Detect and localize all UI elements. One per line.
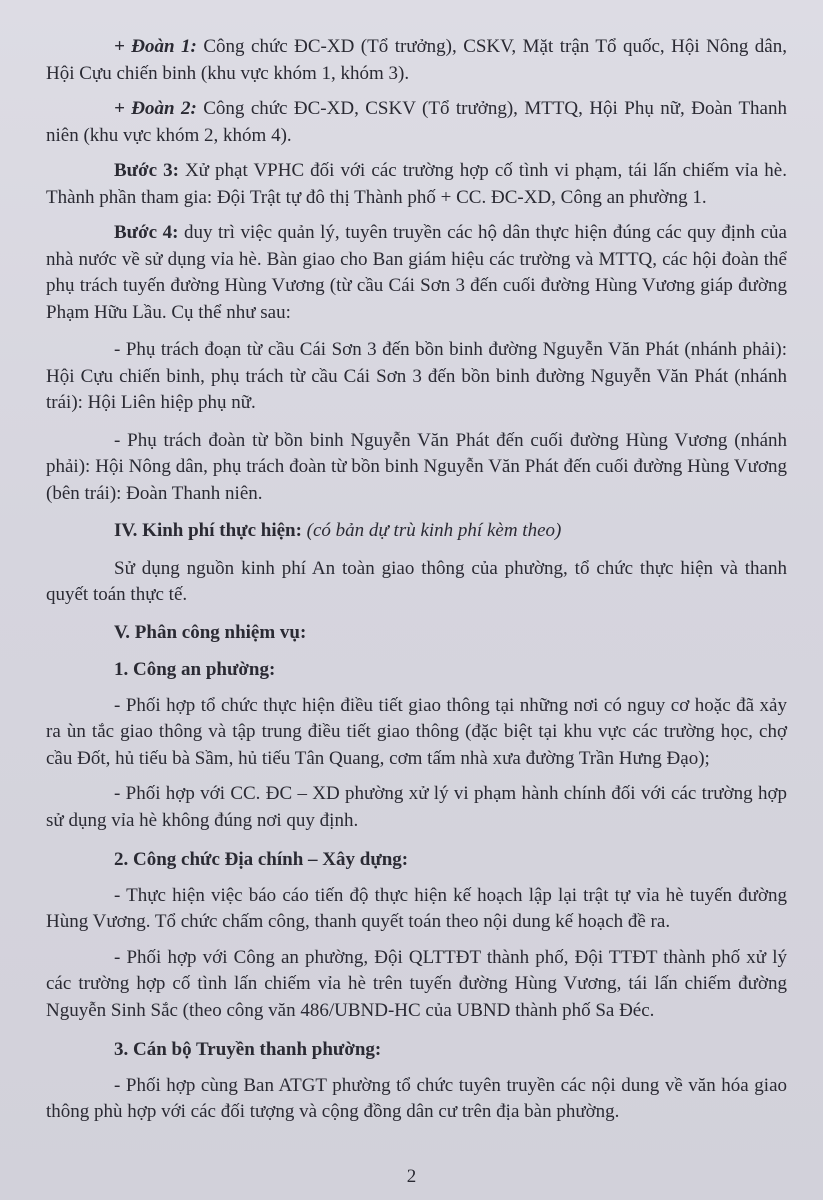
buoc-3-text: Xử phạt VPHC đối với các trường hợp cố tình vi phạm, tái lấn chiếm vỉa hè. Thành phần tham gia: Đội Trật tự đô thị Thành phố + CC. ĐC-XD, Công an phường 1. — [46, 160, 787, 208]
buoc-4-label: Bước 4: — [114, 222, 179, 243]
paragraph-bullet-2: - Phụ trách đoàn từ bồn binh Nguyễn Văn Phát đến cuối đường Hùng Vương (nhánh phải): Hội Nông dân, phụ trách đoàn từ bồn binh Nguyễn Văn Phát đến cuối đường Hùng Vương (bên trái): Đoàn Thanh niên. — [46, 429, 787, 504]
paragraph-bullet-1: - Phụ trách đoạn từ cầu Cái Sơn 3 đến bồn binh đường Nguyễn Văn Phát (nhánh phải): Hội Cựu chiến binh, phụ trách từ cầu Cái Sơn 3 đến bồn binh đường Nguyễn Văn Phát (nhánh trái): Hội Liên hiệp phụ nữ. — [46, 339, 787, 413]
doan-2-label: + Đoàn 2: — [114, 98, 197, 119]
subsection-3-heading: 3. Cán bộ Truyền thanh phường: — [114, 1039, 382, 1060]
subsection-2-paragraph-2: - Phối hợp với Công an phường, Đội QLTTĐT thành phố, Đội TTĐT thành phố xử lý các trường hợp cố tình lấn chiếm vỉa hè trên tuyến đường Hùng Vương, tái lấn chiếm đường Nguyễn Sinh Sắc (theo công văn 486/UBND-HC của UBND thành phố Sa Đéc. — [46, 946, 787, 1021]
doan-1-label: + Đoàn 1: — [114, 36, 197, 57]
paragraph-doan-1 — [46, 34, 787, 87]
paragraph-buoc-4 — [46, 220, 787, 326]
subsection-1-heading: 1. Công an phường: — [114, 659, 276, 680]
subsection-1-paragraph-1: - Phối hợp tổ chức thực hiện điều tiết giao thông tại những nơi có nguy cơ hoặc đã xảy ra ùn tắc giao thông và tập trung điều tiết giao thông (đặc biệt tại khu vực các trường học, chợ cầu Đốt, hủ tiếu bà Sầm, hủ tiếu Tân Quang, cơm tấm nhà xưa đường Trần Hưng Đạo); — [46, 694, 787, 769]
buoc-3-label: Bước 3: — [114, 160, 179, 181]
section-4-text: Sử dụng nguồn kinh phí An toàn giao thông của phường, tổ chức thực hiện và thanh quyết toán thực tế. — [46, 557, 787, 605]
section-5-heading: V. Phân công nhiệm vụ: — [114, 621, 307, 643]
page-number: 2 — [406, 1166, 417, 1187]
doan-2-text: Công chức ĐC-XD, CSKV (Tổ trưởng), MTTQ, Hội Phụ nữ, Đoàn Thanh niên (khu vực khóm 2, khóm 4). — [46, 98, 787, 146]
subsection-2-paragraph-1: - Thực hiện việc báo cáo tiến độ thực hiện kế hoạch lập lại trật tự vỉa hè tuyến đường Hùng Vương. Tổ chức chấm công, thanh quyết toán theo nội dung kế hoạch đề ra. — [46, 884, 787, 932]
paragraph-buoc-3 — [46, 158, 787, 211]
doan-1-text: Công chức ĐC-XD (Tổ trưởng), CSKV, Mặt trận Tổ quốc, Hội Nông dân, Hội Cựu chiến binh (khu vực khóm 1, khóm 3). — [46, 36, 787, 84]
subsection-2-heading: 2. Công chức Địa chính – Xây dựng: — [114, 849, 409, 870]
paragraph-doan-2 — [46, 96, 787, 149]
section-4-heading-label: IV. Kinh phí thực hiện: — [114, 520, 302, 541]
section-4-note: (có bản dự trù kinh phí kèm theo) — [301, 520, 562, 541]
subsection-1-paragraph-2: - Phối hợp với CC. ĐC – XD phường xử lý vi phạm hành chính đối với các trường hợp sử dụng vỉa hè không đúng nơi quy định. — [46, 783, 787, 831]
section-4-heading — [46, 518, 787, 545]
subsection-3-paragraph-1: - Phối hợp cùng Ban ATGT phường tổ chức tuyên truyền các nội dung về văn hóa giao thông phù hợp với các đối tượng và cộng đồng dân cư trên địa bàn phường. — [46, 1074, 787, 1122]
buoc-4-text: duy trì việc quản lý, tuyên truyền các hộ dân thực hiện đúng các quy định của nhà nước về sử dụng vỉa hè. Bàn giao cho Ban giám hiệu các trường và MTTQ, các hội đoàn thể phụ trách tuyến đường Hùng Vương (từ cầu Cái Sơn 3 đến cuối đường Hùng Vương giáp đường Phạm Hữu Lầu. Cụ thể như sau: — [46, 222, 787, 323]
